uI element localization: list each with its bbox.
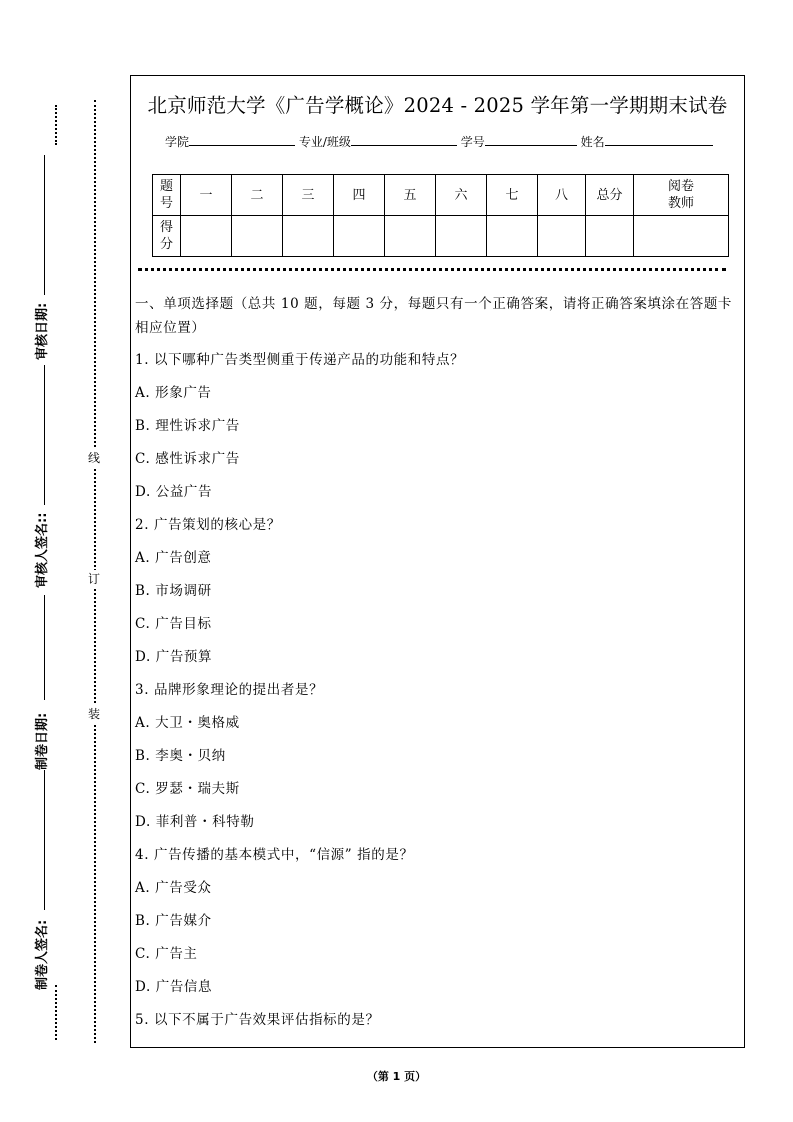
option-d[interactable]: D. 广告预算 bbox=[135, 649, 213, 665]
question-stem: 4. 广告传播的基本模式中，“信源” 指的是？ bbox=[135, 847, 414, 863]
exam-sheet bbox=[130, 75, 745, 1048]
option-d[interactable]: D. 菲利普・科特勒 bbox=[135, 814, 255, 830]
option-b[interactable]: B. 广告媒介 bbox=[135, 913, 212, 929]
score-cell-total[interactable] bbox=[586, 216, 634, 257]
page-number: （第 1 页） bbox=[366, 1070, 427, 1083]
column-header: 一 bbox=[181, 175, 232, 216]
option-a[interactable]: A. 广告创意 bbox=[135, 550, 212, 566]
student-id-blank[interactable] bbox=[485, 133, 577, 146]
college-label: 学院 bbox=[165, 135, 190, 149]
column-header: 七 bbox=[487, 175, 538, 216]
student-info-row bbox=[165, 133, 713, 150]
binding-char-ding: 订 bbox=[88, 572, 101, 586]
review-date-label: 审核日期: bbox=[35, 302, 50, 360]
major-class-label: 专业/班级 bbox=[298, 135, 351, 149]
score-cell[interactable] bbox=[385, 216, 436, 257]
dotted-line bbox=[55, 105, 57, 145]
major-class-blank[interactable] bbox=[351, 133, 457, 146]
student-id-label: 学号 bbox=[460, 135, 485, 149]
section-heading: 一、单项选择题（总共 10 题，每题 3 分，每题只有一个正确答案，请将正确答案填涂在答题卡相应位置） bbox=[135, 296, 733, 336]
option-d[interactable]: D. 公益广告 bbox=[135, 484, 213, 500]
column-header: 八 bbox=[538, 175, 586, 216]
score-cell[interactable] bbox=[232, 216, 283, 257]
exam-title: 北京师范大学《广告学概论》2024 - 2025 学年第一学期期末试卷 bbox=[147, 94, 728, 117]
name-label: 姓名 bbox=[580, 135, 605, 149]
score-cell[interactable] bbox=[334, 216, 385, 257]
binding-char-xian: 线 bbox=[88, 451, 101, 465]
score-cell[interactable] bbox=[487, 216, 538, 257]
column-header: 三 bbox=[283, 175, 334, 216]
score-cell[interactable] bbox=[436, 216, 487, 257]
option-a[interactable]: A. 广告受众 bbox=[135, 880, 212, 896]
column-header-total: 总分 bbox=[586, 175, 634, 216]
option-a[interactable]: A. 大卫・奥格威 bbox=[135, 715, 240, 731]
signature-line bbox=[44, 365, 45, 505]
option-c[interactable]: C. 罗瑟・瑞夫斯 bbox=[135, 781, 240, 797]
question-number-label: 题号 bbox=[153, 175, 181, 216]
name-blank[interactable] bbox=[605, 133, 713, 146]
college-blank[interactable] bbox=[189, 133, 295, 146]
option-c[interactable]: C. 广告主 bbox=[135, 946, 198, 962]
score-cell[interactable] bbox=[283, 216, 334, 257]
option-a[interactable]: A. 形象广告 bbox=[135, 385, 212, 401]
column-header-grader: 阅卷教师 bbox=[634, 175, 729, 216]
option-b[interactable]: B. 市场调研 bbox=[135, 583, 212, 599]
question-stem: 1. 以下哪种广告类型侧重于传递产品的功能和特点？ bbox=[135, 352, 465, 368]
option-b[interactable]: B. 李奥・贝纳 bbox=[135, 748, 226, 764]
score-row bbox=[153, 216, 729, 257]
score-cell-grader[interactable] bbox=[634, 216, 729, 257]
column-header: 六 bbox=[436, 175, 487, 216]
option-c[interactable]: C. 广告目标 bbox=[135, 616, 212, 632]
column-header: 五 bbox=[385, 175, 436, 216]
option-c[interactable]: C. 感性诉求广告 bbox=[135, 451, 240, 467]
signature-line bbox=[44, 155, 45, 295]
dotted-line bbox=[55, 985, 57, 1040]
exam-content bbox=[135, 286, 735, 1037]
question-number-row bbox=[153, 175, 729, 216]
option-d[interactable]: D. 广告信息 bbox=[135, 979, 213, 995]
column-header: 四 bbox=[334, 175, 385, 216]
signature-line bbox=[44, 595, 45, 700]
binding-char-zhuang: 装 bbox=[88, 707, 101, 721]
question-stem: 2. 广告策划的核心是？ bbox=[135, 517, 281, 533]
dotted-separator bbox=[138, 268, 726, 271]
signature-line bbox=[44, 770, 45, 910]
question-stem: 5. 以下不属于广告效果评估指标的是？ bbox=[135, 1012, 380, 1028]
score-cell[interactable] bbox=[538, 216, 586, 257]
score-cell[interactable] bbox=[181, 216, 232, 257]
reviewer-signature-label: 审核人签名:: bbox=[35, 512, 50, 588]
score-table bbox=[152, 174, 729, 257]
compile-date-label: 制卷日期: bbox=[35, 712, 50, 770]
column-header: 二 bbox=[232, 175, 283, 216]
score-label: 得分 bbox=[153, 216, 181, 257]
question-stem: 3. 品牌形象理论的提出者是？ bbox=[135, 682, 324, 698]
option-b[interactable]: B. 理性诉求广告 bbox=[135, 418, 240, 434]
compiler-signature-label: 制卷人签名: bbox=[35, 919, 50, 990]
